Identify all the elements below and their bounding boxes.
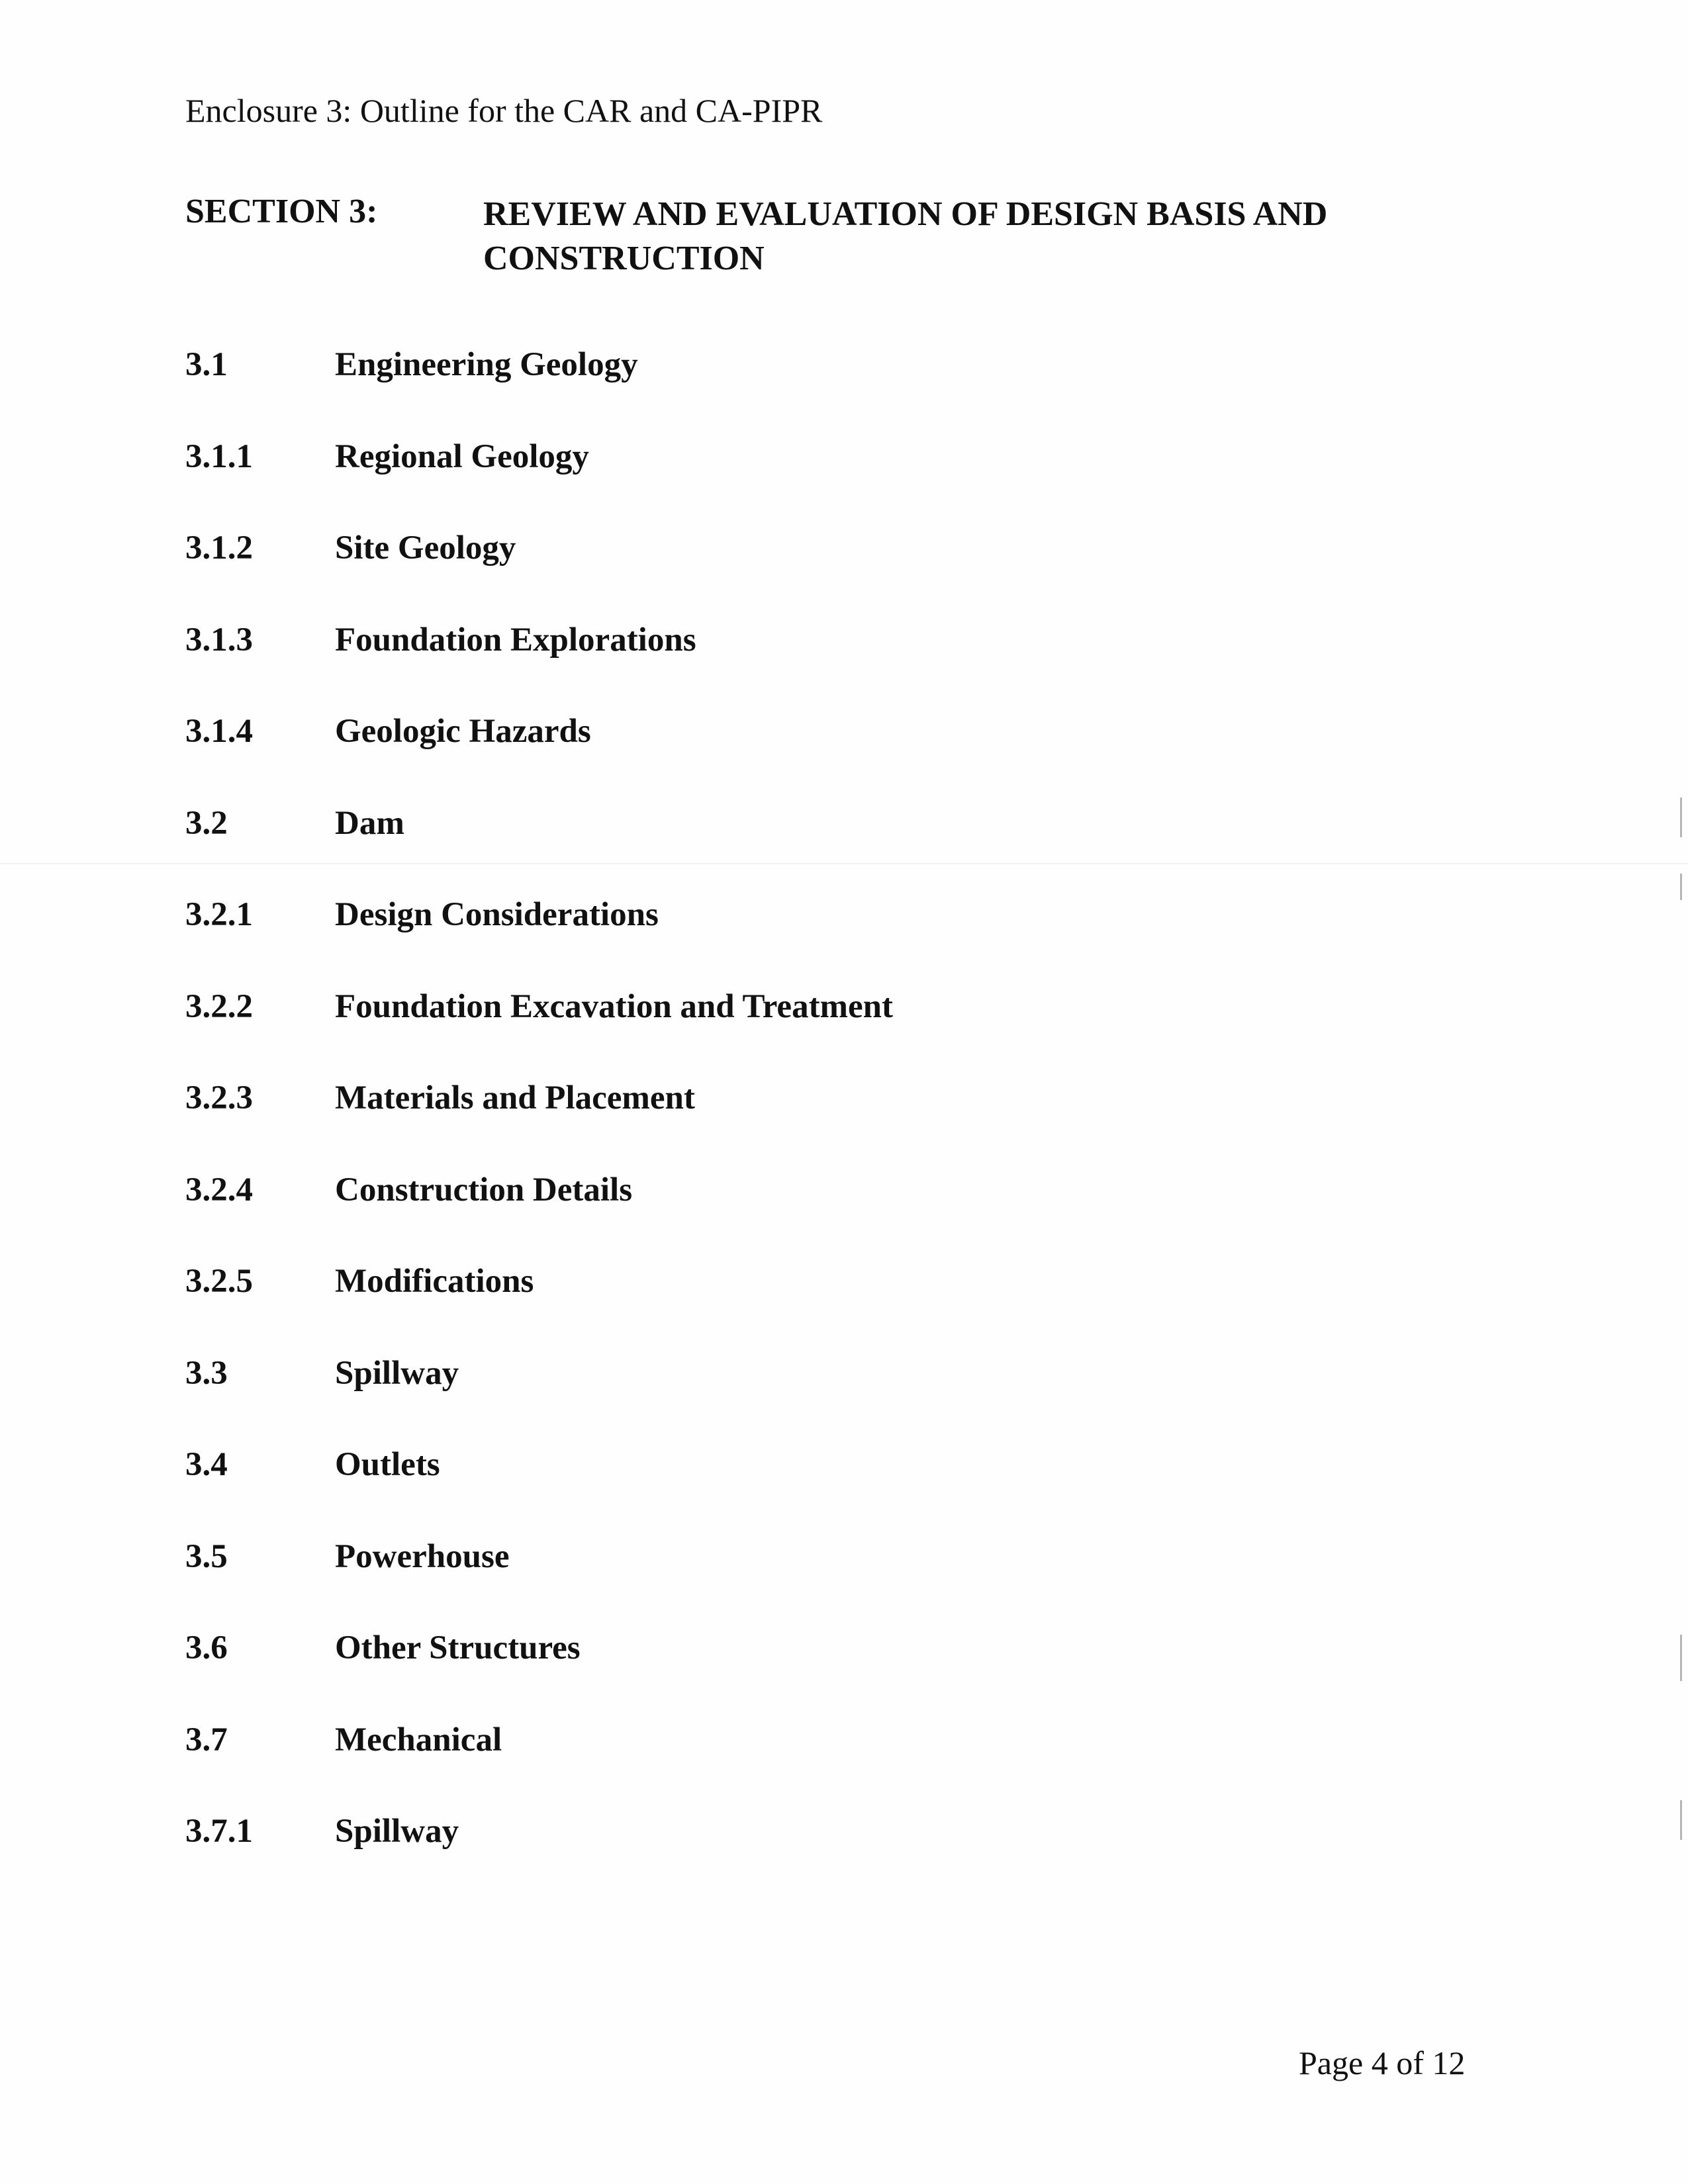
outline-item-title: Modifications [335, 1263, 534, 1300]
outline-item-number: 3.4 [185, 1446, 228, 1483]
outline-item-title: Geologic Hazards [335, 713, 591, 750]
enclosure-heading: Enclosure 3: Outline for the CAR and CA-PIPR [185, 92, 823, 129]
outline-item-title: Foundation Excavation and Treatment [335, 987, 894, 1025]
outline-item-title: Dam [335, 804, 404, 842]
page-number: Page 4 of 12 [1299, 2044, 1466, 2081]
outline-item-title: Design Considerations [335, 896, 659, 933]
outline-item [185, 987, 1509, 1079]
outline-item [185, 1812, 1509, 1904]
outline-item-number: 3.2.3 [185, 1079, 253, 1116]
outline-item-number: 3.2.2 [185, 987, 253, 1025]
outline-item-number: 3.2 [185, 804, 228, 842]
outline-item [185, 1262, 1509, 1354]
outline-item [185, 1629, 1509, 1721]
outline-item-number: 3.7.1 [185, 1813, 253, 1850]
scan-edge-mark [1680, 1800, 1682, 1840]
outline-item-title: Site Geology [335, 529, 516, 567]
outline-item [185, 804, 1509, 896]
scan-edge-mark [1680, 874, 1682, 900]
outline-item-number: 3.5 [185, 1537, 228, 1575]
outline-item-number: 3.6 [185, 1629, 228, 1666]
outline-item [185, 1079, 1509, 1171]
outline-item [185, 1537, 1509, 1629]
outline-item-number: 3.2.5 [185, 1263, 253, 1300]
outline-item [185, 895, 1509, 987]
outline-item-number: 3.1.1 [185, 437, 253, 475]
outline-item [185, 621, 1509, 713]
outline-item-title: Regional Geology [335, 437, 589, 475]
outline-item-title: Materials and Placement [335, 1079, 695, 1116]
section-title: REVIEW AND EVALUATION OF DESIGN BASIS AND CONSTRUCTION [483, 195, 1328, 277]
outline-item-number: 3.7 [185, 1721, 228, 1758]
outline-item [185, 529, 1509, 621]
outline-item-title: Foundation Explorations [335, 621, 696, 659]
scan-edge-mark [1680, 797, 1682, 837]
outline-item-title: Powerhouse [335, 1537, 510, 1575]
outline-item-number: 3.1.2 [185, 529, 253, 567]
outline-item-title: Other Structures [335, 1629, 581, 1666]
outline-item-title: Spillway [335, 1354, 459, 1392]
outline-item [185, 1721, 1509, 1813]
outline-item-title: Outlets [335, 1446, 440, 1483]
outline-item-number: 3.1.4 [185, 713, 253, 750]
outline-item [185, 712, 1509, 804]
outline-item-title: Engineering Geology [335, 346, 638, 383]
outline-item-number: 3.3 [185, 1354, 228, 1392]
section-label: SECTION 3: [185, 193, 378, 230]
outline-item [185, 1445, 1509, 1537]
outline-item [185, 437, 1509, 529]
outline-item-number: 3.1 [185, 346, 228, 383]
outline-item-title: Construction Details [335, 1171, 633, 1208]
outline-list [185, 345, 1509, 1904]
scan-edge-mark [1680, 1635, 1682, 1681]
outline-item-number: 3.2.1 [185, 896, 253, 933]
outline-item [185, 345, 1509, 437]
outline-item-title: Spillway [335, 1813, 459, 1850]
outline-item-title: Mechanical [335, 1721, 502, 1758]
outline-item-number: 3.1.3 [185, 621, 253, 659]
outline-item-number: 3.2.4 [185, 1171, 253, 1208]
outline-item [185, 1171, 1509, 1263]
outline-item [185, 1354, 1509, 1446]
